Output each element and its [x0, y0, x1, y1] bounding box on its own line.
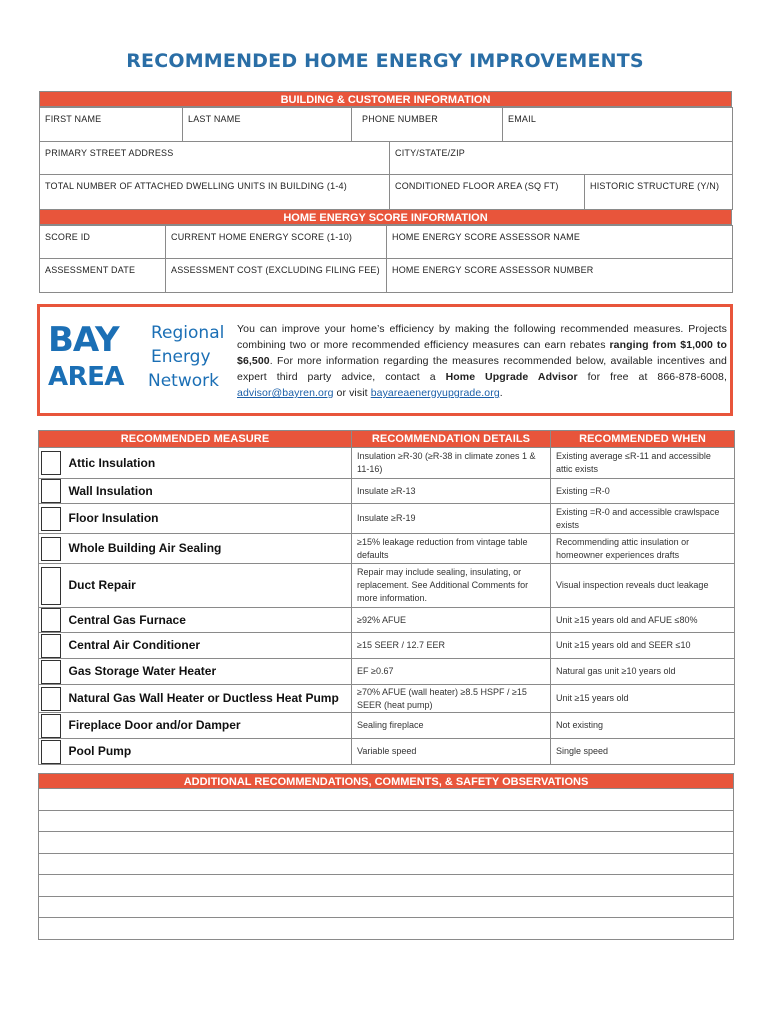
- measure-checkbox[interactable]: [41, 660, 61, 684]
- measure-name: Fireplace Door and/or Damper: [64, 713, 352, 739]
- table-row: [39, 739, 735, 765]
- measure-details: Sealing fireplace: [352, 713, 551, 739]
- score-info-table: [39, 225, 733, 293]
- dwelling-units-field[interactable]: TOTAL NUMBER OF ATTACHED DWELLING UNITS IN BUILDING (1-4): [40, 175, 390, 210]
- customer-info-table: [39, 107, 733, 210]
- table-row: [39, 534, 735, 564]
- comment-line[interactable]: [39, 897, 733, 919]
- table-row: [39, 608, 735, 633]
- recommendations-table: [38, 430, 735, 765]
- bayren-description: [237, 321, 727, 401]
- measure-when: Unit ≥15 years old and AFUE ≤80%: [551, 608, 735, 633]
- bayren-text-1: You can improve your home’s efficiency by making the following recommended measures. Projects combining two or more recommended efficiency measures can earn rebates: [237, 323, 727, 351]
- measure-name: Duct Repair: [64, 564, 352, 608]
- measure-checkbox[interactable]: [41, 634, 61, 658]
- email-field[interactable]: EMAIL: [503, 108, 733, 142]
- city-state-zip-field[interactable]: CITY/STATE/ZIP: [390, 142, 733, 175]
- measure-checkbox[interactable]: [41, 507, 61, 531]
- bayren-text-2: . For more information regarding the measures recommended below, available incentives and expert third party advice, contact a: [237, 355, 727, 383]
- historic-structure-field[interactable]: HISTORIC STRUCTURE (Y/N): [585, 175, 733, 210]
- measure-checkbox[interactable]: [41, 479, 61, 503]
- logo-network: Network: [148, 371, 219, 391]
- measure-when: Existing =R-0: [551, 479, 735, 504]
- score-section-header: HOME ENERGY SCORE INFORMATION: [39, 209, 732, 225]
- measure-details: EF ≥0.67: [352, 659, 551, 685]
- measure-name: Floor Insulation: [64, 504, 352, 534]
- measure-checkbox[interactable]: [41, 537, 61, 561]
- measure-checkbox[interactable]: [41, 567, 61, 605]
- table-row: [39, 448, 735, 479]
- logo-regional: Regional: [151, 323, 225, 343]
- measure-when: Visual inspection reveals duct leakage: [551, 564, 735, 608]
- comment-line[interactable]: [39, 918, 733, 940]
- street-address-field[interactable]: PRIMARY STREET ADDRESS: [40, 142, 390, 175]
- measure-checkbox[interactable]: [41, 451, 61, 475]
- table-row: [39, 479, 735, 504]
- table-row: [39, 633, 735, 659]
- bayren-text-4: or visit: [333, 387, 371, 399]
- advisor-email-link[interactable]: advisor@bayren.org: [237, 387, 334, 399]
- comment-line[interactable]: [39, 832, 733, 854]
- current-score-field[interactable]: CURRENT HOME ENERGY SCORE (1-10): [166, 226, 387, 259]
- measure-name: Attic Insulation: [64, 448, 352, 479]
- bayren-text-5: .: [499, 387, 503, 399]
- last-name-field[interactable]: LAST NAME: [183, 108, 352, 142]
- comment-line[interactable]: [39, 875, 733, 897]
- measure-details: Variable speed: [352, 739, 551, 765]
- measure-details: Repair may include sealing, insulating, or replacement. See Additional Comments for more information.: [352, 564, 551, 608]
- measure-name: Gas Storage Water Heater: [64, 659, 352, 685]
- measure-when: Recommending attic insulation or homeowner experiences drafts: [551, 534, 735, 564]
- col-header-measure: RECOMMENDED MEASURE: [39, 431, 352, 448]
- measure-details: ≥15% leakage reduction from vintage table defaults: [352, 534, 551, 564]
- measure-name: Central Air Conditioner: [64, 633, 352, 659]
- assessor-number-field[interactable]: HOME ENERGY SCORE ASSESSOR NUMBER: [387, 259, 733, 293]
- comment-line[interactable]: [39, 854, 733, 876]
- phone-field[interactable]: PHONE NUMBER: [352, 108, 503, 142]
- website-link[interactable]: bayareaenergyupgrade.org: [370, 387, 500, 399]
- customer-section-header: BUILDING & CUSTOMER INFORMATION: [39, 91, 732, 107]
- col-header-when: RECOMMENDED WHEN: [551, 431, 735, 448]
- bayren-logo: [48, 321, 230, 401]
- measure-details: Insulate ≥R-13: [352, 479, 551, 504]
- first-name-field[interactable]: FIRST NAME: [40, 108, 183, 142]
- bayren-text-3: for free at 866-878-6008,: [577, 371, 727, 383]
- measure-details: Insulation ≥R-30 (≥R-38 in climate zones 1 & 11-16): [352, 448, 551, 479]
- additional-section-header: ADDITIONAL RECOMMENDATIONS, COMMENTS, & SAFETY OBSERVATIONS: [38, 773, 734, 789]
- measure-when: Natural gas unit ≥10 years old: [551, 659, 735, 685]
- logo-bay: BAY: [48, 320, 119, 360]
- comment-line[interactable]: [39, 789, 733, 811]
- table-row: [39, 685, 735, 713]
- measure-when: Unit ≥15 years old: [551, 685, 735, 713]
- measure-when: Single speed: [551, 739, 735, 765]
- measure-checkbox[interactable]: [41, 714, 61, 738]
- rebate-range-text: ranging from $1,000 to $6,500: [237, 339, 728, 367]
- additional-comments-area[interactable]: [38, 789, 734, 940]
- measure-checkbox[interactable]: [41, 608, 61, 632]
- col-header-details: RECOMMENDATION DETAILS: [352, 431, 551, 448]
- floor-area-field[interactable]: CONDITIONED FLOOR AREA (SQ FT): [390, 175, 585, 210]
- advisor-text: Home Upgrade Advisor: [445, 371, 578, 383]
- measure-name: Whole Building Air Sealing: [64, 534, 352, 564]
- measure-details: Insulate ≥R-19: [352, 504, 551, 534]
- measure-details: ≥70% AFUE (wall heater) ≥8.5 HSPF / ≥15 SEER (heat pump): [352, 685, 551, 713]
- measure-details: ≥92% AFUE: [352, 608, 551, 633]
- logo-energy: Energy: [151, 347, 211, 367]
- score-id-field[interactable]: SCORE ID: [40, 226, 166, 259]
- measure-checkbox[interactable]: [41, 740, 61, 764]
- measure-name: Wall Insulation: [64, 479, 352, 504]
- measure-checkbox[interactable]: [41, 687, 61, 711]
- assessor-name-field[interactable]: HOME ENERGY SCORE ASSESSOR NAME: [387, 226, 733, 259]
- assessment-cost-field[interactable]: ASSESSMENT COST (EXCLUDING FILING FEE): [166, 259, 387, 293]
- table-row: [39, 713, 735, 739]
- measure-details: ≥15 SEER / 12.7 EER: [352, 633, 551, 659]
- page-title: RECOMMENDED HOME ENERGY IMPROVEMENTS: [126, 50, 644, 72]
- measure-name: Central Gas Furnace: [64, 608, 352, 633]
- measure-name: Pool Pump: [64, 739, 352, 765]
- measure-when: Existing =R-0 and accessible crawlspace exists: [551, 504, 735, 534]
- table-row: [39, 564, 735, 608]
- assessment-date-field[interactable]: ASSESSMENT DATE: [40, 259, 166, 293]
- measure-when: Existing average ≤R-11 and accessible attic exists: [551, 448, 735, 479]
- measure-name: Natural Gas Wall Heater or Ductless Heat Pump: [64, 685, 352, 713]
- comment-line[interactable]: [39, 811, 733, 833]
- bayren-info-box: [37, 304, 733, 416]
- logo-area: AREA: [48, 362, 125, 392]
- measure-when: Not existing: [551, 713, 735, 739]
- table-row: [39, 504, 735, 534]
- table-row: [39, 659, 735, 685]
- measure-when: Unit ≥15 years old and SEER ≤10: [551, 633, 735, 659]
